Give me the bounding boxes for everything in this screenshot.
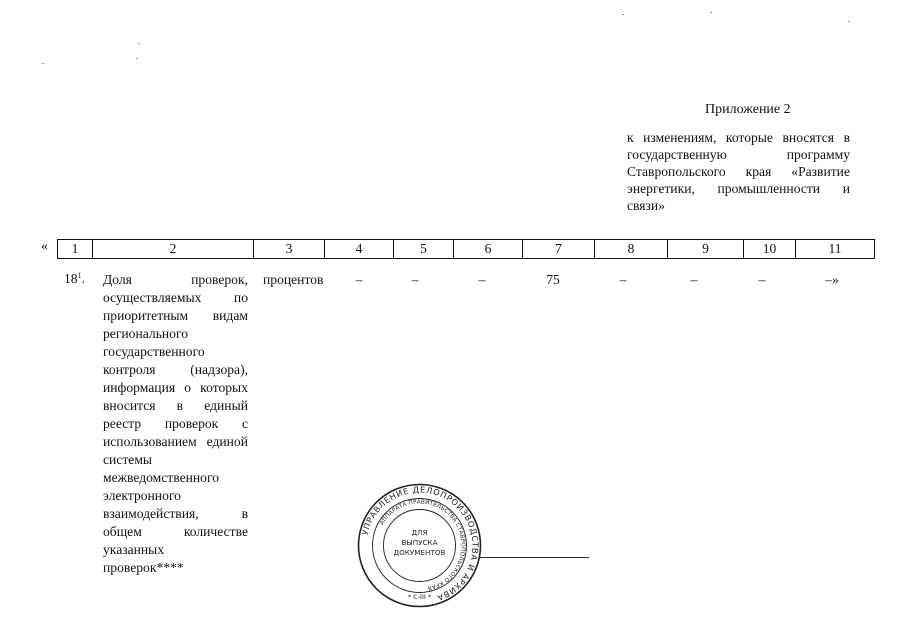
unit-of-measure: процентов [263, 272, 324, 287]
indicator-description: Доля проверок, осуществляемых по приоритетным видам регионального государственного контроля (надзора), информация о которых вносится в единый реестр проверок с использованием единой системы межведомственного электронного взаимодействия, в общем количестве указанных проверок**** [103, 272, 248, 575]
scan-speck [622, 14, 624, 15]
header-cell: 1 [58, 240, 93, 259]
stamp-center-line: ДЛЯ [411, 528, 428, 537]
appendix-note: к изменениям, которые вносятся в государственную программу Ставропольского края «Развитие энергетики, промышленности и связи» [627, 130, 850, 213]
header-cell: 11 [796, 240, 875, 259]
header-row [58, 240, 875, 259]
header-cell: 7 [523, 240, 595, 259]
stamp-center-line: ДОКУМЕНТОВ [393, 548, 446, 557]
header-cell: 4 [325, 240, 394, 259]
value-col-5: – [411, 272, 419, 287]
value-col-4: – [355, 272, 363, 287]
value-col-9: – [690, 272, 698, 287]
value-col-8: – [619, 272, 627, 287]
scan-speck [138, 43, 140, 44]
opening-quote: « [41, 239, 48, 254]
header-cell: 3 [254, 240, 325, 259]
scan-speck [42, 63, 44, 64]
column-header-table [57, 239, 875, 259]
header-cell: 9 [668, 240, 744, 259]
stamp-center-line: ВЫПУСКА [401, 538, 438, 547]
row-number: $18^1$. [64, 271, 85, 286]
value-col-11: –» [825, 272, 839, 287]
scan-speck [710, 12, 712, 13]
value-col-10: – [758, 272, 766, 287]
official-stamp [357, 483, 482, 608]
scan-speck [848, 21, 850, 22]
header-cell: 2 [93, 240, 254, 259]
header-cell: 8 [595, 240, 668, 259]
value-col-7: 75 [546, 272, 560, 287]
stamp-outer-text: УПРАВЛЕНИЕ ДЕЛОПРОИЗВОДСТВА И АРХИВА [359, 484, 481, 604]
header-cell: 6 [454, 240, 523, 259]
row-number-superscript: 1 [77, 271, 82, 280]
scan-speck [136, 58, 138, 59]
value-col-6: – [478, 272, 486, 287]
appendix-title: Приложение 2 [705, 102, 791, 117]
header-cell: 10 [744, 240, 796, 259]
signature-line [480, 557, 589, 558]
stamp-inner-text: АППАРАТА ПРАВИТЕЛЬСТВА СТАВРОПОЛЬСКОГО КРАЯ [379, 499, 466, 591]
header-cell: 5 [394, 240, 454, 259]
stamp-code: * С-III * [407, 593, 432, 601]
